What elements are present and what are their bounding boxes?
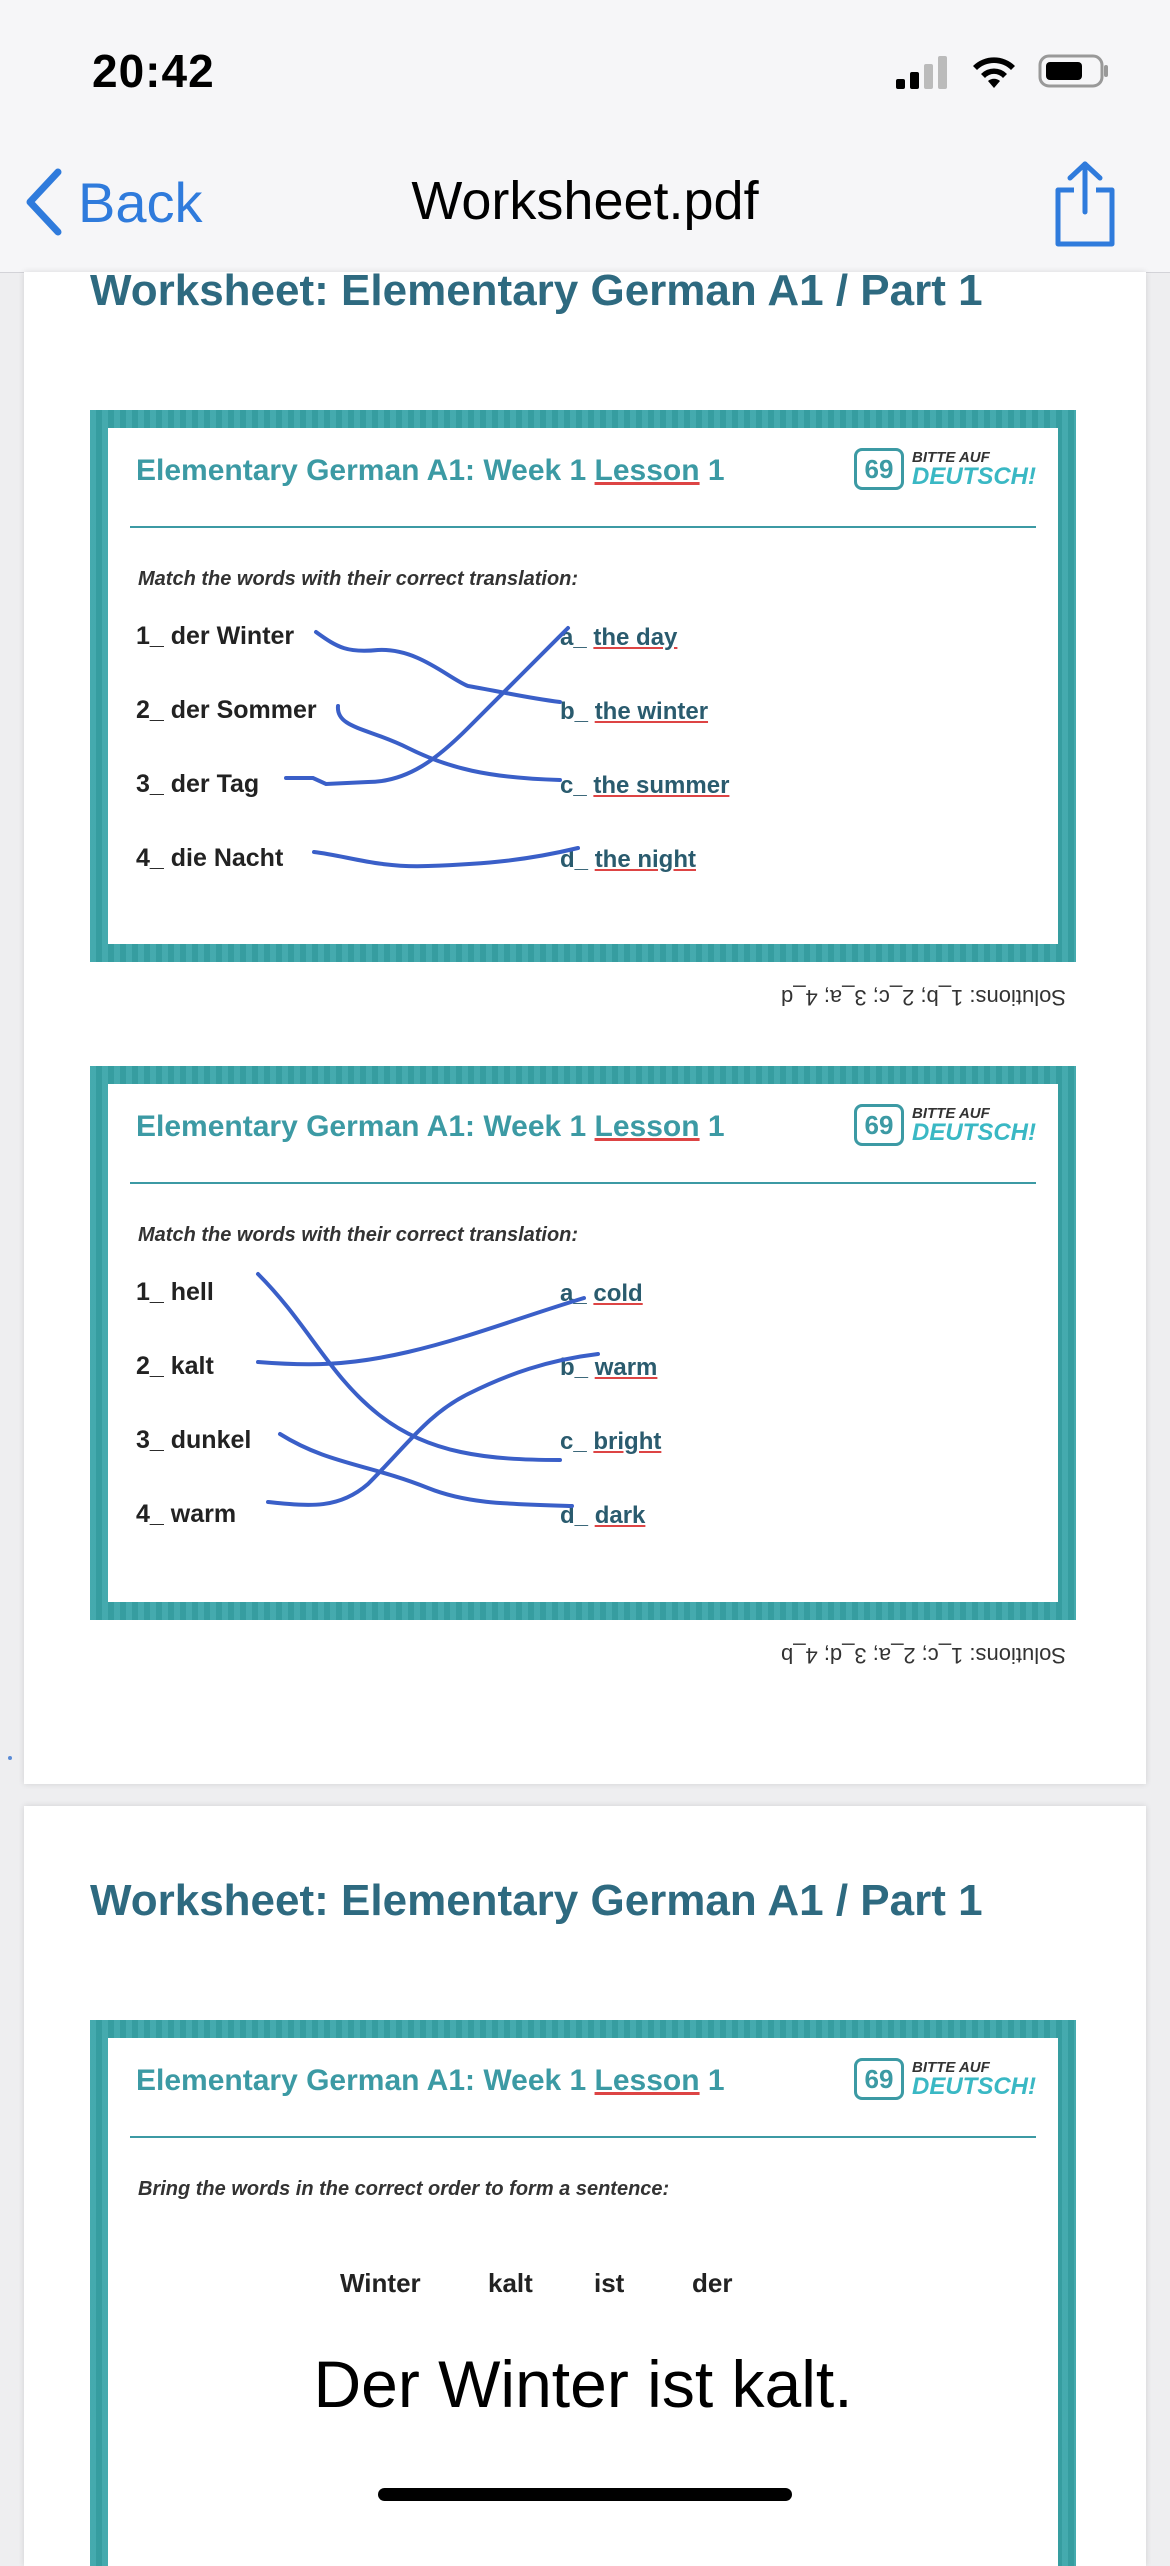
drawn-match-lines (108, 428, 1058, 944)
right-item-word: cold (593, 1280, 643, 1307)
scrambled-word: kalt (488, 2268, 533, 2298)
logo-bottom-text: DEUTSCH! (912, 462, 1036, 490)
left-item: 1_ der Winter (136, 622, 295, 650)
card-header-tail: 1 (699, 1110, 725, 1143)
right-item-word: dark (594, 1502, 646, 1529)
drawn-match-lines (108, 1084, 1058, 1602)
status-icons (894, 52, 1110, 90)
left-item: 3_ der Tag (136, 770, 260, 798)
right-item-word: warm (594, 1354, 658, 1381)
left-item: 4_ warm (136, 1500, 237, 1528)
cellular-signal-icon (894, 53, 950, 89)
logo-top-text: BITTE AUF (912, 1104, 990, 1122)
logo-top-text: BITTE AUF (912, 2058, 990, 2076)
card-header (136, 2064, 725, 2098)
right-item-letter: a_ (560, 1280, 594, 1307)
wifi-icon (968, 52, 1020, 90)
document-title: Worksheet.pdf (411, 171, 759, 231)
exercise-card-2 (90, 1066, 1076, 1620)
right-item-letter: b_ (560, 1354, 595, 1381)
right-item-word: the winter (594, 698, 709, 725)
logo-bottom-text: DEUTSCH! (912, 1118, 1036, 1146)
back-label: Back (78, 170, 203, 234)
card-header-underlined: Lesson (594, 1110, 700, 1143)
left-item: 2_ kalt (136, 1352, 214, 1380)
share-button[interactable] (1052, 160, 1118, 253)
right-item-letter: d_ (560, 846, 595, 873)
header-divider (130, 2136, 1036, 2138)
home-indicator[interactable] (378, 2488, 792, 2501)
pdf-page-1 (24, 272, 1146, 1784)
pdf-page-2 (24, 1806, 1146, 2566)
bitte-auf-deutsch-logo (854, 2058, 1036, 2100)
card-header-main: Elementary German A1: Week 1 (136, 454, 595, 487)
worksheet-title: Worksheet: Elementary German A1 / Part 1 (90, 272, 983, 315)
worksheet-title: Worksheet: Elementary German A1 / Part 1 (90, 1876, 983, 1925)
right-item-word: the night (594, 846, 696, 873)
scrambled-word: der (692, 2268, 733, 2298)
ink-stroke (314, 848, 578, 866)
card-header-main: Elementary German A1: Week 1 (136, 2064, 595, 2097)
left-item: 4_ die Nacht (136, 844, 284, 872)
right-item-letter: d_ (560, 1502, 595, 1529)
card-header-underlined: Lesson (594, 2064, 700, 2097)
status-time: 20:42 (92, 45, 215, 97)
ink-stroke (316, 632, 560, 702)
ink-stroke (280, 1434, 572, 1506)
logo-badge-icon: 69 (854, 2058, 904, 2100)
status-bar (0, 0, 1170, 140)
left-item: 1_ hell (136, 1278, 214, 1306)
right-item-word: the day (593, 624, 678, 651)
right-item-word: the summer (593, 772, 730, 799)
ink-stroke (286, 628, 568, 784)
exercise-card-3 (90, 2020, 1076, 2566)
exercise-instruction: Match the words with their correct translation: (138, 568, 579, 590)
right-item-letter: c_ (560, 1428, 594, 1455)
logo-badge-icon: 69 (854, 448, 904, 490)
exercise-instruction: Bring the words in the correct order to form a sentence: (138, 2178, 670, 2200)
share-icon (1052, 160, 1118, 248)
logo-top-text: BITTE AUF (912, 448, 990, 466)
exercise-card-1 (90, 410, 1076, 962)
logo-badge-icon: 69 (854, 1104, 904, 1146)
scrambled-word: ist (594, 2268, 625, 2298)
logo-bottom-text: DEUTSCH! (912, 2072, 1036, 2100)
solutions-text: Solutions: 1_c; 2_a; 3_d; 4_b (781, 1643, 1066, 1668)
card-header-main: Elementary German A1: Week 1 (136, 1110, 595, 1143)
navigation-bar (0, 140, 1170, 273)
typed-answer: Der Winter ist kalt. (313, 2347, 853, 2421)
right-item-letter: c_ (560, 772, 594, 799)
right-item-letter: b_ (560, 698, 595, 725)
card-header-underlined: Lesson (594, 454, 700, 487)
left-item: 2_ der Sommer (136, 696, 317, 724)
ink-stroke (268, 1354, 598, 1505)
card-header-tail: 1 (699, 454, 725, 487)
ink-stroke (338, 706, 560, 780)
right-item-letter: a_ (560, 624, 594, 651)
edge-marker (8, 1756, 12, 1760)
ink-stroke (258, 1274, 560, 1460)
scrambled-word: Winter (340, 2268, 421, 2298)
right-item-word: bright (593, 1428, 662, 1455)
battery-icon (1038, 52, 1110, 90)
left-item: 3_ dunkel (136, 1426, 252, 1454)
solutions-text: Solutions: 1_b; 2_c; 3_a; 4_d (781, 985, 1066, 1010)
exercise-instruction: Match the words with their correct translation: (138, 1224, 579, 1246)
card-header-tail: 1 (699, 2064, 725, 2097)
